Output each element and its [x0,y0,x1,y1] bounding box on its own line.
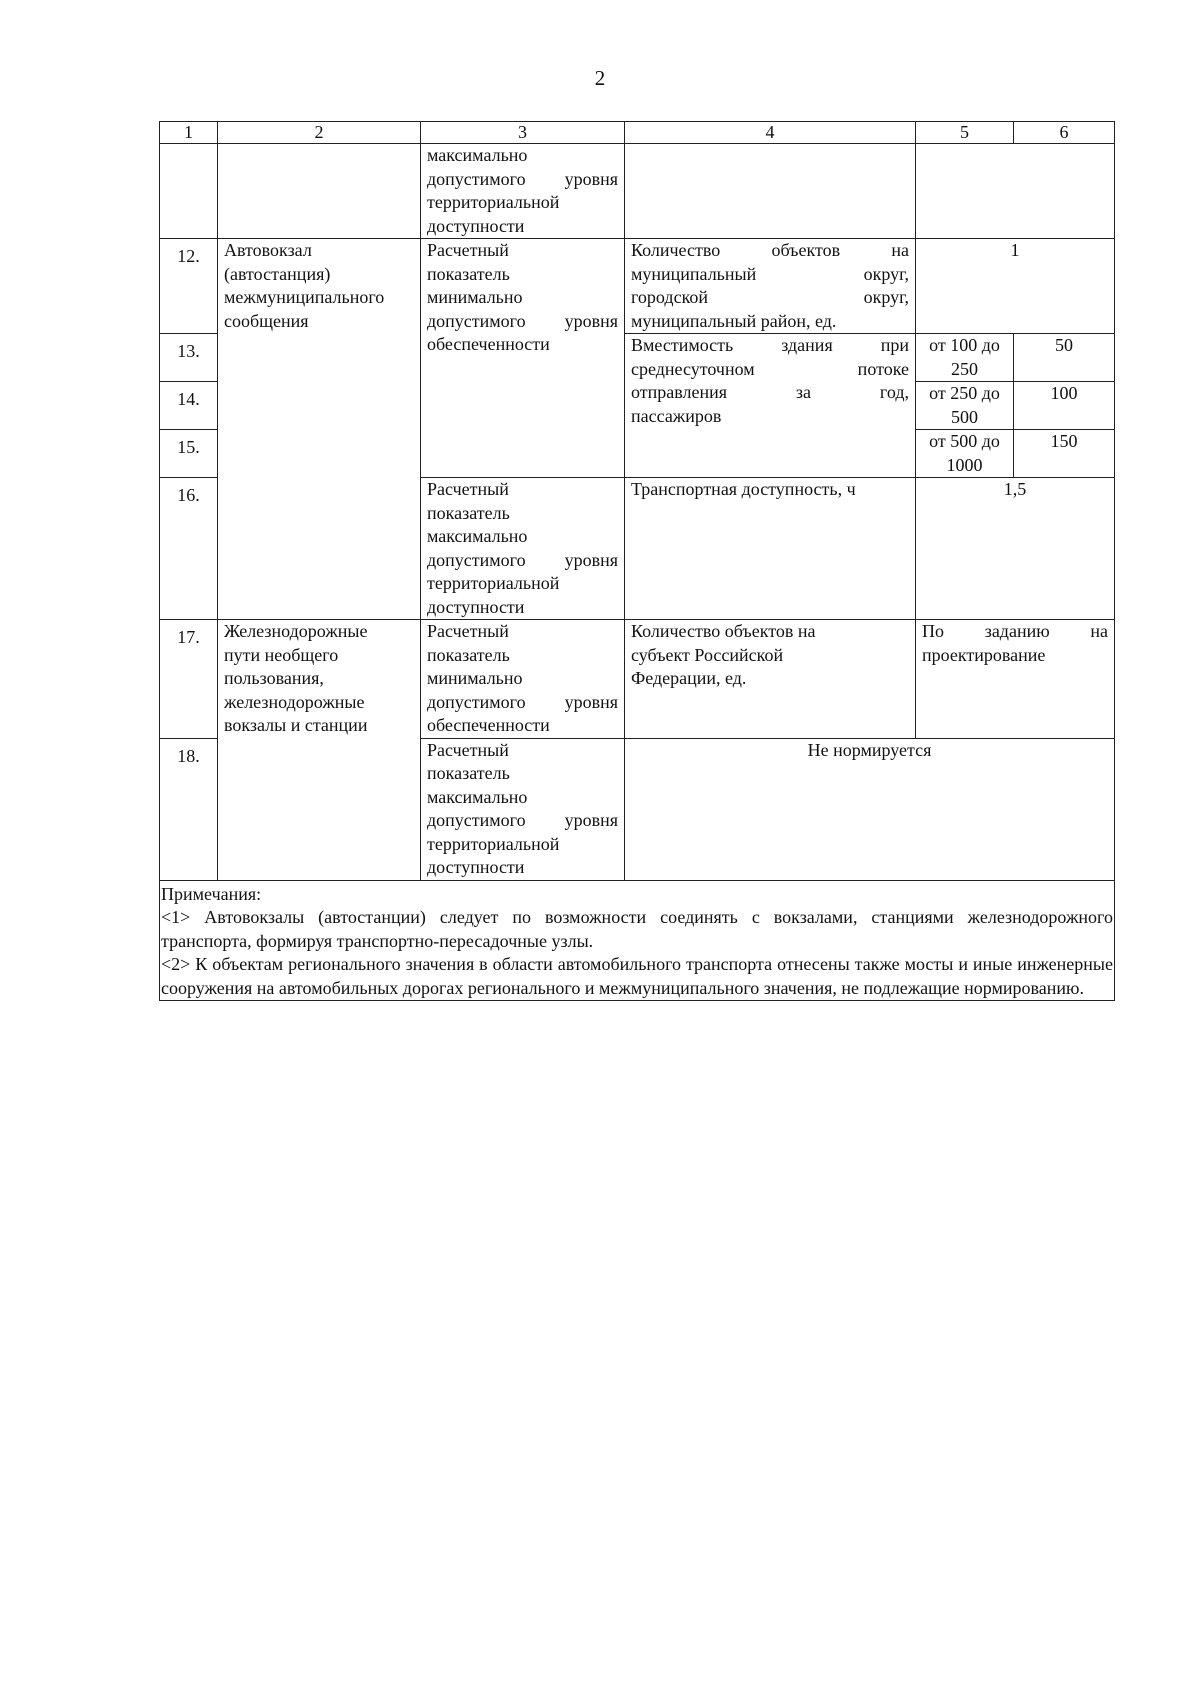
header-cell-2: 2 [218,122,421,144]
header-cell-5: 5 [916,122,1014,144]
value-17: По заданию на проектирование [916,620,1115,739]
header-cell-6: 6 [1014,122,1115,144]
value-13: 50 [1014,334,1115,382]
continuation-parameter [625,144,916,239]
value-18: Не нормируется [625,738,1115,880]
table-row-continuation [160,144,1115,239]
note-2: <2> К объектам регионального значения в области автомобильного транспорта отнесены также мосты и иные инженерные сооружения на автомобильных дорогах регионального и межмуниципального значения, не подлежащие нормированию. [161,954,1113,998]
range-13: от 100 до 250 [916,334,1014,382]
row-number-12: 12. [160,239,218,334]
continuation-indicator: максимально допустимого уровня территориальной доступности [421,144,625,239]
indicator-max-accessibility-18: Расчетный показатель максимально допустимого уровня территориальной доступности [421,738,625,880]
value-15: 150 [1014,430,1115,478]
notes-title: Примечания: [161,883,262,904]
indicator-min-provision-17: Расчетный показатель минимально допустимого уровня обеспеченности [421,620,625,739]
row-number-16: 16. [160,478,218,620]
range-14: от 250 до 500 [916,382,1014,430]
norms-table [159,121,1115,1001]
continuation-value [916,144,1115,239]
row-number-13: 13. [160,334,218,382]
row-number-14: 14. [160,382,218,430]
parameter-16: Транспортная доступность, ч [625,478,916,620]
header-cell-3: 3 [421,122,625,144]
table-row-12 [160,239,1115,334]
row-number-15: 15. [160,430,218,478]
value-14: 100 [1014,382,1115,430]
header-cell-1: 1 [160,122,218,144]
range-15: от 500 до 1000 [916,430,1014,478]
continuation-object [218,144,421,239]
parameter-13-15: Вместимость здания при среднесуточном потоке отправления за год, пассажиров [625,334,916,478]
indicator-min-provision-12: Расчетный показатель минимально допустимого уровня обеспеченности [421,239,625,478]
notes-cell [160,880,1115,1001]
value-12: 1 [916,239,1115,334]
parameter-12: Количество объектов на муниципальный округ, городской округ, муниципальный район, ед. [625,239,916,334]
table-row-17 [160,620,1115,739]
header-cell-4: 4 [625,122,916,144]
row-number-18: 18. [160,738,218,880]
row-number-17: 17. [160,620,218,739]
page-number: 2 [594,66,606,90]
object-railway: Железнодорожные пути необщего пользования, железнодорожные вокзалы и станции [218,620,421,881]
continuation-number [160,144,218,239]
object-bus-station: Автовокзал (автостанция) межмуниципального сообщения [218,239,421,620]
header-row [160,122,1115,144]
notes-row [160,880,1115,1001]
note-1: <1> Автовокзалы (автостанции) следует по возможности соединять с вокзалами, станциями железнодорожного транспорта, формируя транспортно-пересадочные узлы. [161,907,1113,951]
value-16: 1,5 [916,478,1115,620]
parameter-17: Количество объектов на субъект Российской Федерации, ед. [625,620,916,739]
indicator-max-accessibility-16: Расчетный показатель максимально допустимого уровня территориальной доступности [421,478,625,620]
